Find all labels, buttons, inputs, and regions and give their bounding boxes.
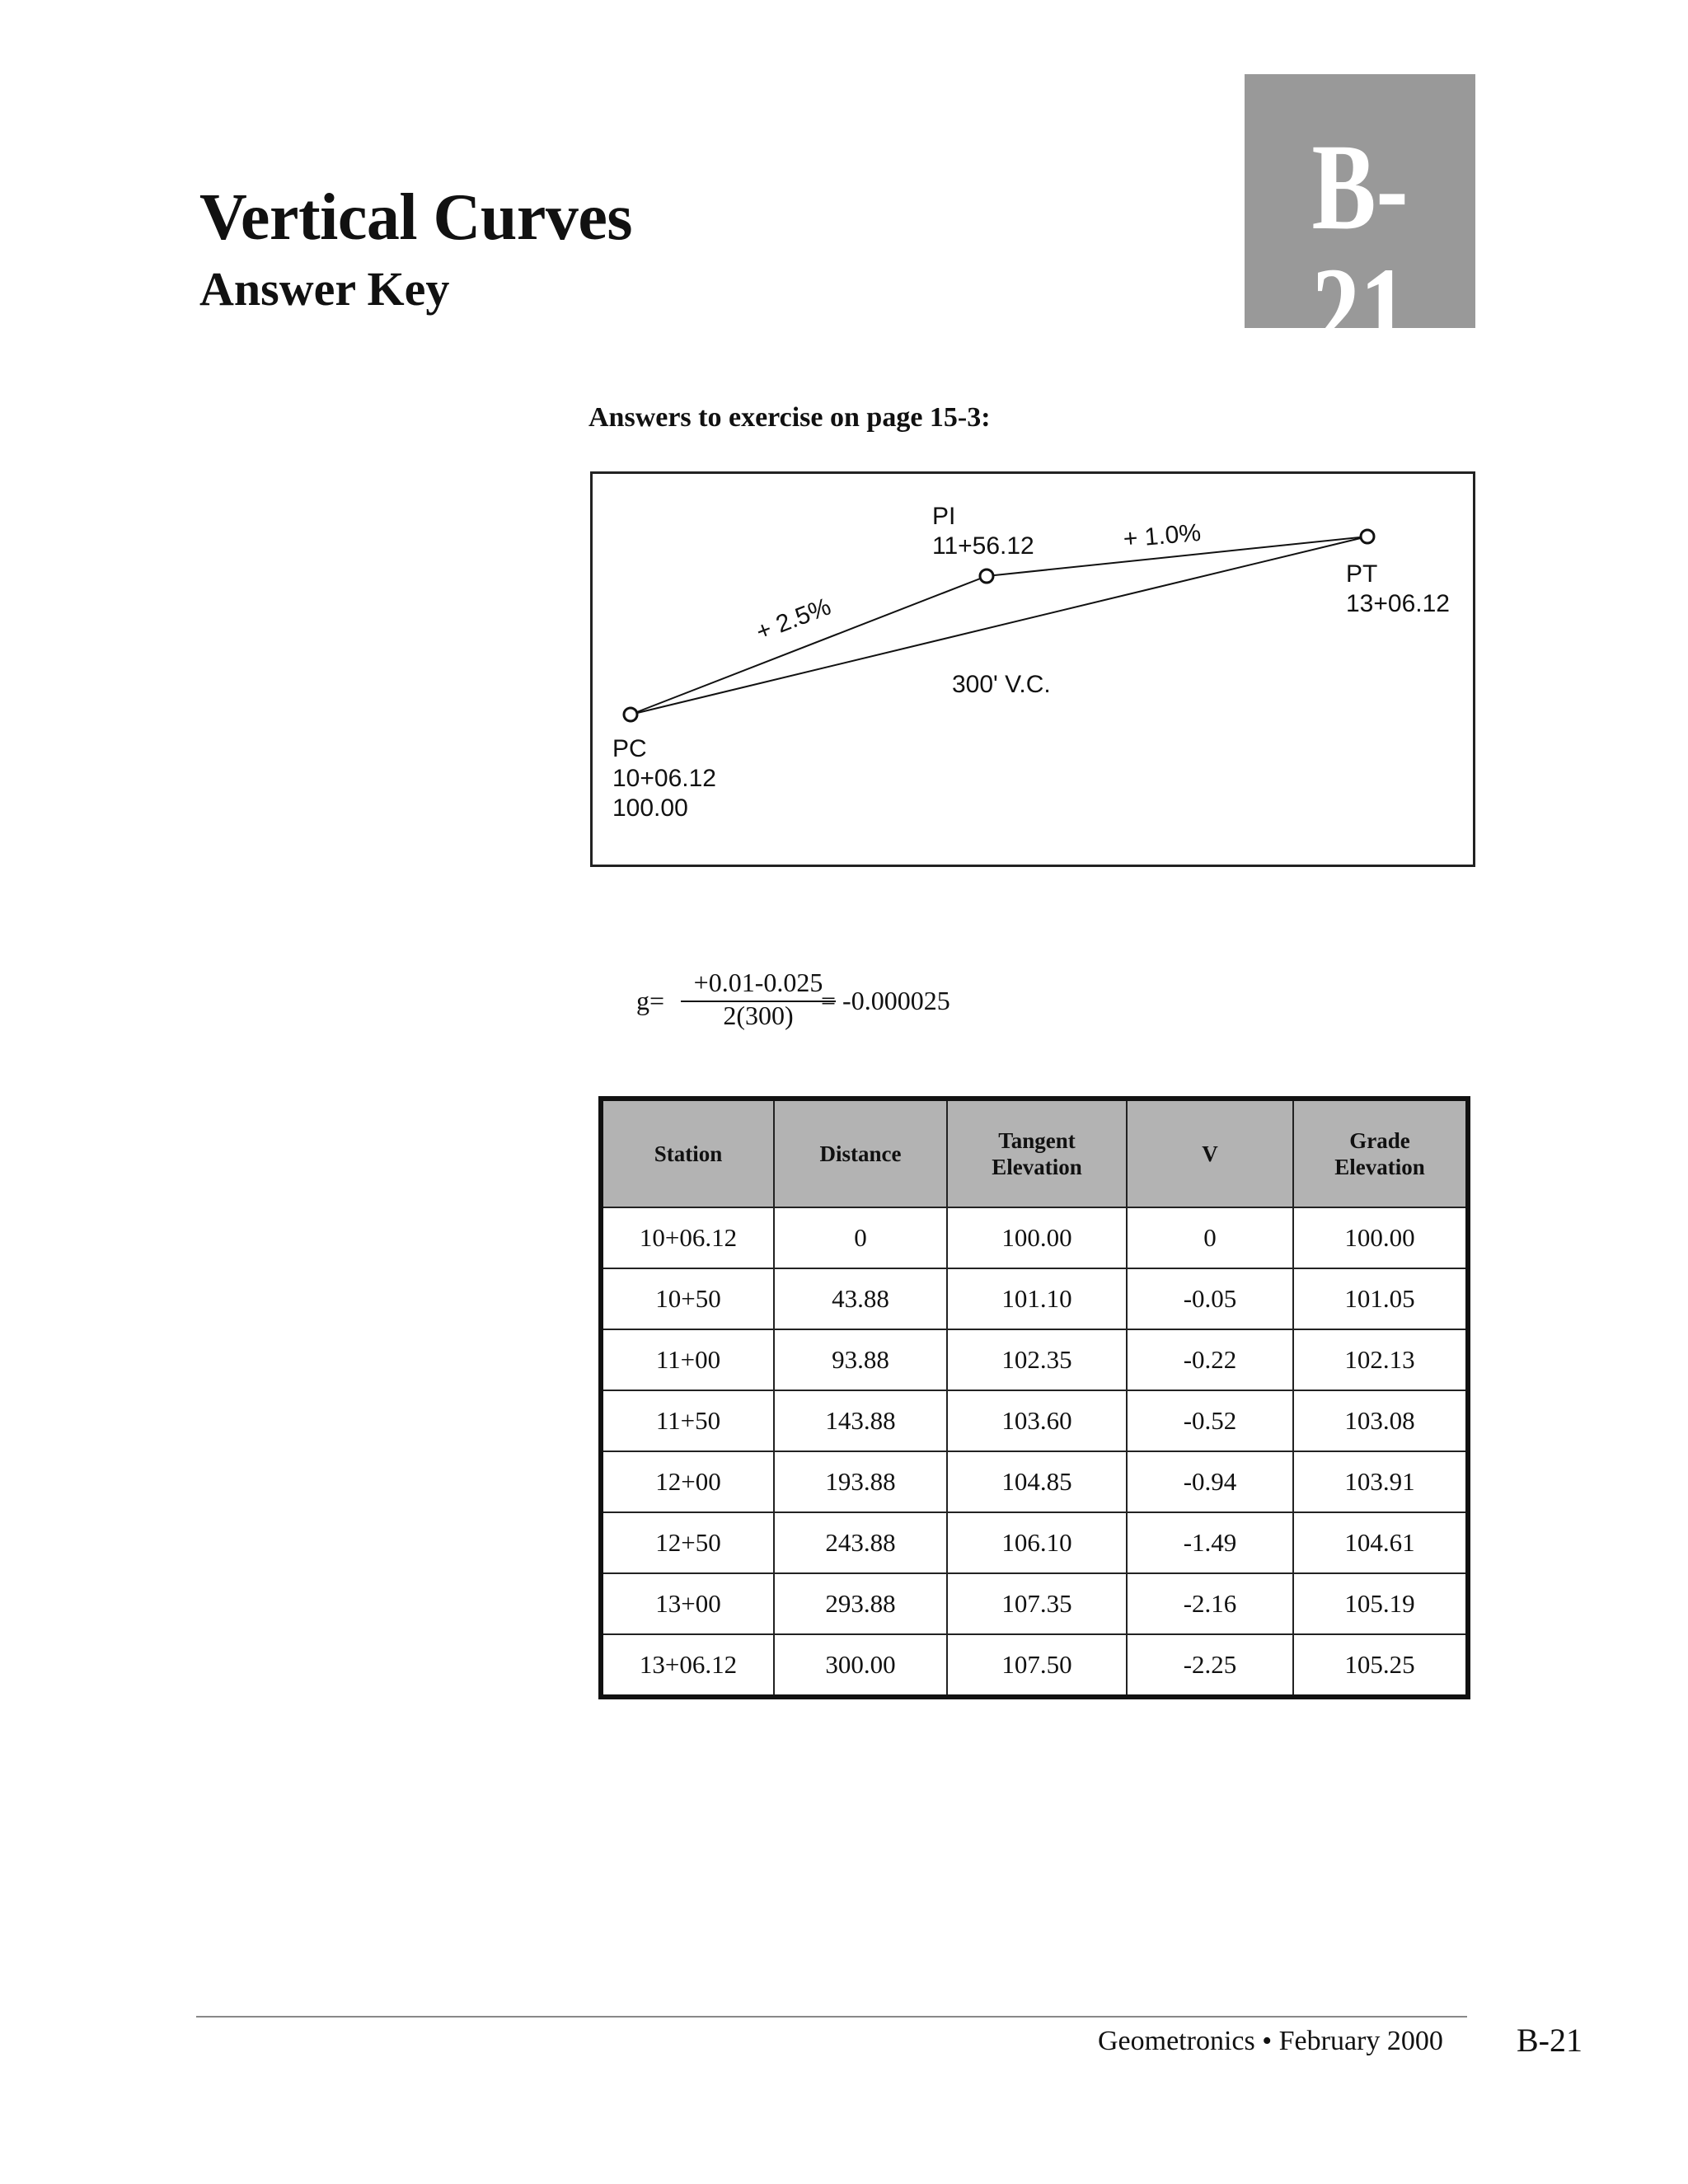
cell-grade-elevation: 103.91	[1293, 1451, 1468, 1512]
cell-grade-elevation: 102.13	[1293, 1329, 1468, 1390]
cell-distance: 93.88	[774, 1329, 947, 1390]
cell-tangent-elevation: 107.50	[947, 1634, 1127, 1697]
pc-point	[624, 708, 637, 721]
cell-station: 13+06.12	[601, 1634, 774, 1697]
cell-grade-elevation: 105.19	[1293, 1573, 1468, 1634]
cell-grade-elevation: 100.00	[1293, 1207, 1468, 1268]
table-row	[601, 1390, 1468, 1451]
cell-v: 0	[1127, 1207, 1293, 1268]
elevation-table	[598, 1096, 1470, 1699]
formula-numerator: +0.01-0.025	[693, 968, 823, 997]
cell-station: 12+00	[601, 1451, 774, 1512]
cell-distance: 143.88	[774, 1390, 947, 1451]
cell-tangent-elevation: 104.85	[947, 1451, 1127, 1512]
cell-distance: 293.88	[774, 1573, 947, 1634]
cell-v: -2.16	[1127, 1573, 1293, 1634]
pt-point	[1361, 530, 1374, 543]
cell-tangent-elevation: 100.00	[947, 1207, 1127, 1268]
table-row	[601, 1512, 1468, 1573]
header-station: Station	[601, 1099, 774, 1207]
cell-v: -0.05	[1127, 1268, 1293, 1329]
cell-station: 11+50	[601, 1390, 774, 1451]
pc-label: PC	[612, 735, 647, 762]
grade-right-label: + 1.0%	[1122, 518, 1203, 553]
pc-station: 10+06.12	[612, 765, 716, 792]
cell-distance: 300.00	[774, 1634, 947, 1697]
cell-distance: 0	[774, 1207, 947, 1268]
cell-station: 11+00	[601, 1329, 774, 1390]
table-row	[601, 1451, 1468, 1512]
pt-station: 13+06.12	[1346, 590, 1450, 617]
cell-tangent-elevation: 102.35	[947, 1329, 1127, 1390]
formula-result: = -0.000025	[821, 986, 950, 1015]
vertical-curve-length-label: 300' V.C.	[952, 671, 1051, 698]
cell-grade-elevation: 101.05	[1293, 1268, 1468, 1329]
cell-grade-elevation: 105.25	[1293, 1634, 1468, 1697]
cell-grade-elevation: 103.08	[1293, 1390, 1468, 1451]
header-grade-elevation: Grade Elevation	[1293, 1099, 1468, 1207]
pt-label: PT	[1346, 560, 1378, 588]
header-distance: Distance	[774, 1099, 947, 1207]
cell-v: -0.22	[1127, 1329, 1293, 1390]
footer-rule	[196, 2016, 1467, 2018]
header-v: V	[1127, 1099, 1293, 1207]
pi-label: PI	[932, 503, 956, 530]
section-tab-label: B-21	[1311, 119, 1409, 379]
cell-distance: 243.88	[774, 1512, 947, 1573]
vertical-curve-diagram	[590, 471, 1475, 867]
page-subtitle: Answer Key	[199, 262, 450, 316]
formula-denominator: 2(300)	[723, 1001, 794, 1030]
exercise-intro: Answers to exercise on page 15-3:	[588, 402, 991, 433]
table-row	[601, 1573, 1468, 1634]
page-number: B-21	[1517, 2022, 1582, 2059]
cell-tangent-elevation: 103.60	[947, 1390, 1127, 1451]
cell-distance: 193.88	[774, 1451, 947, 1512]
header-tangent-elevation: Tangent Elevation	[947, 1099, 1127, 1207]
footer-text: Geometronics • February 2000	[1098, 2026, 1443, 2056]
cell-v: -2.25	[1127, 1634, 1293, 1697]
page-title: Vertical Curves	[199, 181, 632, 254]
cell-v: -0.52	[1127, 1390, 1293, 1451]
cell-station: 13+00	[601, 1573, 774, 1634]
table-row	[601, 1268, 1468, 1329]
cell-v: -1.49	[1127, 1512, 1293, 1573]
cell-v: -0.94	[1127, 1451, 1293, 1512]
section-tab	[1245, 74, 1475, 379]
pc-elevation: 100.00	[612, 794, 688, 822]
cell-tangent-elevation: 101.10	[947, 1268, 1127, 1329]
cell-station: 10+50	[601, 1268, 774, 1329]
table-header-row	[601, 1099, 1468, 1207]
table-row	[601, 1329, 1468, 1390]
cell-station: 10+06.12	[601, 1207, 774, 1268]
tangent-line-left	[631, 576, 987, 715]
grade-left-label: + 2.5%	[752, 593, 835, 646]
table-row	[601, 1634, 1468, 1697]
cell-tangent-elevation: 106.10	[947, 1512, 1127, 1573]
cell-tangent-elevation: 107.35	[947, 1573, 1127, 1634]
pi-station: 11+56.12	[932, 532, 1034, 560]
formula-lhs: g=	[636, 986, 665, 1015]
table-row	[601, 1207, 1468, 1268]
cell-distance: 43.88	[774, 1268, 947, 1329]
pi-point	[980, 569, 993, 583]
cell-station: 12+50	[601, 1512, 774, 1573]
cell-grade-elevation: 104.61	[1293, 1512, 1468, 1573]
grade-formula	[636, 968, 1213, 1033]
